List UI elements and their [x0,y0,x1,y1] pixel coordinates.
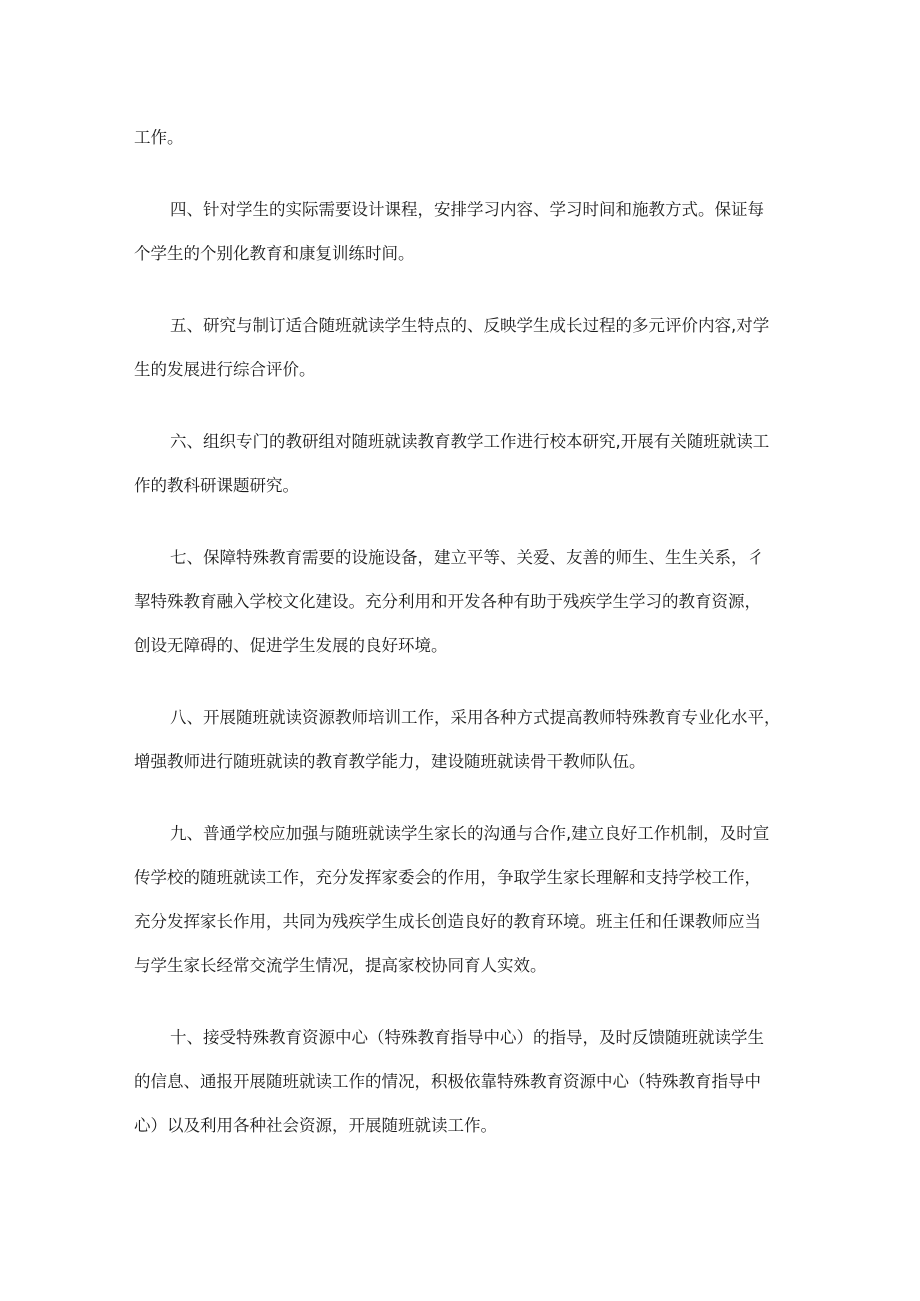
text-line: 作的教科研课题研究。 [134,476,299,495]
text-line: 增强教师进行随班就读的教育教学能力，建设随班就读骨干教师队伍。 [134,752,646,771]
text-line: 创设无障碍的、促进学生发展的良好环境。 [134,636,448,655]
text-line: 九、普通学校应加强与随班就读学生家长的沟通与合作,建立良好工作机制，及时宣 [170,824,770,843]
document-body [134,116,806,1176]
paragraph-item-7 [134,536,806,668]
text-line: 传学校的随班就读工作，充分发挥家委会的作用，争取学生家长理解和支持学校工作， [134,868,761,887]
paragraph-item-6 [134,420,806,508]
text-line: 充分发挥家长作用，共同为残疾学生成长创造良好的教育环境。班主任和任课教师应当 [134,912,761,931]
text-line: 个学生的个别化教育和康复训练时间。 [134,244,415,263]
text-line: 十、接受特殊教育资源中心（特殊教育指导中心）的指导，及时反馈随班就读学生 [170,1028,764,1047]
text-line: 生的发展进行综合评价。 [134,360,316,379]
text-line: 工作。 [134,128,184,147]
text-line: 六、组织专门的教研组对随班就读教育教学工作进行校本研究,开展有关随班就读工 [170,432,770,451]
text-line: 与学生家长经常交流学生情况，提高家校协同育人实效。 [134,956,547,975]
text-line: 的信息、通报开展随班就读工作的情况，积极依靠特殊教育资源中心（特殊教育指导中 [134,1072,761,1091]
paragraph-continuation [134,116,806,160]
paragraph-item-4 [134,188,806,276]
text-line: 心）以及利用各种社会资源，开展随班就读工作。 [134,1116,497,1135]
paragraph-item-9 [134,812,806,988]
text-line: 五、研究与制订适合随班就读学生特点的、反映学生成长过程的多元评价内容,对学 [170,316,770,335]
text-line: 四、针对学生的实际需要设计课程，安排学习内容、学习时间和施教方式。保证每 [170,200,764,219]
text-line: 挈特殊教育融入学校文化建设。充分利用和开发各种有助于残疾学生学习的教育资源， [134,592,761,611]
text-line: 七、保障特殊教育需要的设施设备，建立平等、关爱、友善的师生、生生关系，彳 [170,548,764,567]
paragraph-item-5 [134,304,806,392]
text-line: 八、开展随班就读资源教师培训工作，采用各种方式提高教师特殊教育专业化水平， [170,708,781,727]
paragraph-item-8 [134,696,806,784]
paragraph-item-10 [134,1016,806,1148]
